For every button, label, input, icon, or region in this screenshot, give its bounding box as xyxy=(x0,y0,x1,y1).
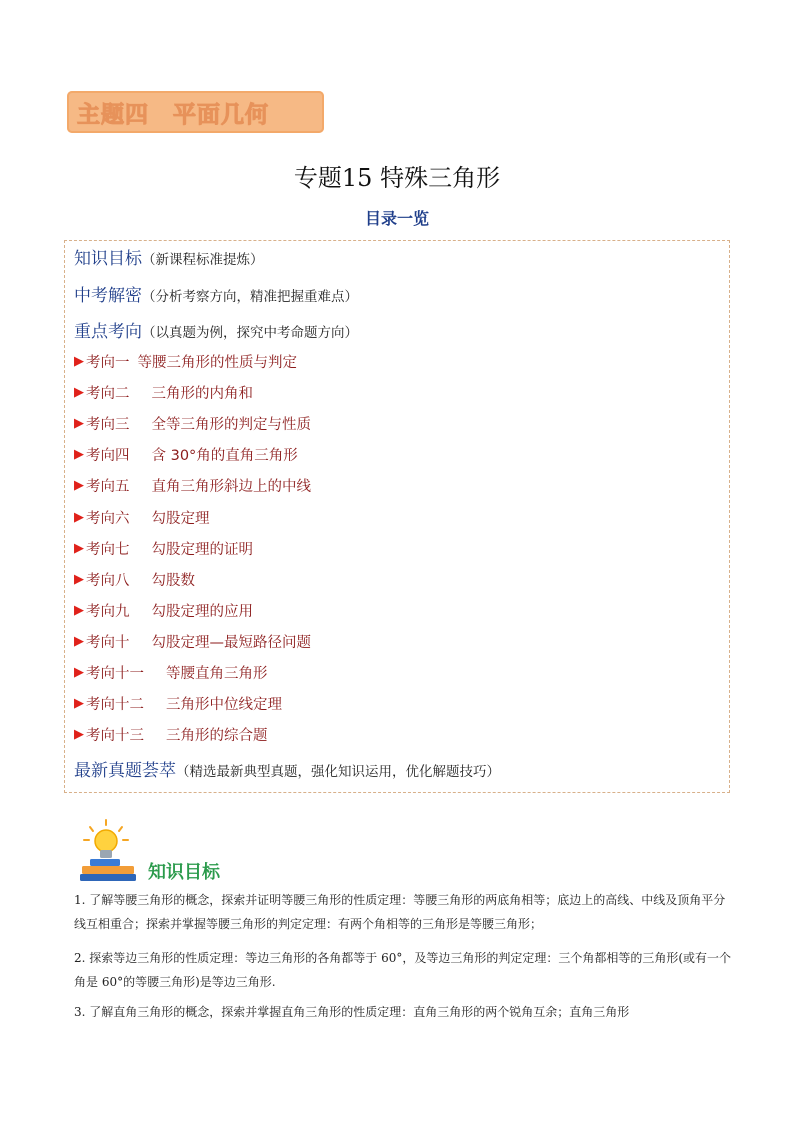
kaoxiang-title: 等腰三角形的性质与判定 xyxy=(137,355,297,371)
kaoxiang-name: 考向九 xyxy=(86,604,130,620)
kaoxiang-name: 考向四 xyxy=(86,448,130,464)
kaoxiang-title: 三角形中位线定理 xyxy=(166,697,282,713)
arrow-icon: ▶ xyxy=(74,603,84,618)
toc-section-kaoxiang[interactable] xyxy=(74,317,358,342)
arrow-icon: ▶ xyxy=(74,572,84,587)
arrow-icon: ▶ xyxy=(74,510,84,525)
arrow-icon: ▶ xyxy=(74,354,84,369)
arrow-icon: ▶ xyxy=(74,416,84,431)
toc-kaoxiang-item[interactable] xyxy=(74,600,253,621)
topic-banner-text: 主题四 平面几何 xyxy=(77,101,269,128)
kaoxiang-name: 考向一 xyxy=(86,355,130,371)
arrow-icon: ▶ xyxy=(74,385,84,400)
kaoxiang-title: 直角三角形斜边上的中线 xyxy=(151,479,311,495)
toc-kaoxiang-item[interactable] xyxy=(74,507,210,528)
toc-kaoxiang-item[interactable] xyxy=(74,382,253,403)
arrow-icon: ▶ xyxy=(74,478,84,493)
kaoxiang-name: 考向十 xyxy=(86,635,130,651)
toc-section-note: （新课程标准提炼） xyxy=(142,252,264,268)
arrow-icon: ▶ xyxy=(74,727,84,742)
kaoxiang-name: 考向六 xyxy=(86,511,130,527)
toc-section-label: 重点考向 xyxy=(74,322,142,342)
toc-kaoxiang-item[interactable] xyxy=(74,724,268,745)
toc-box xyxy=(64,240,730,793)
toc-section-label: 最新真题荟萃 xyxy=(74,761,176,781)
kaoxiang-title: 勾股定理—最短路径问题 xyxy=(151,635,311,651)
kaoxiang-name: 考向十二 xyxy=(86,697,144,713)
kaoxiang-title: 勾股数 xyxy=(151,573,195,589)
toc-kaoxiang-item[interactable] xyxy=(74,569,195,590)
toc-kaoxiang-item[interactable] xyxy=(74,693,282,714)
toc-section-note: （以真题为例，探究中考命题方向） xyxy=(142,325,358,341)
arrow-icon: ▶ xyxy=(74,447,84,462)
kaoxiang-name: 考向十三 xyxy=(86,728,144,744)
kaoxiang-title: 勾股定理的应用 xyxy=(151,604,253,620)
lightbulb-books-icon xyxy=(78,818,142,884)
toc-kaoxiang-item[interactable] xyxy=(74,538,253,559)
kaoxiang-title: 勾股定理的证明 xyxy=(151,542,253,558)
kaoxiang-title: 三角形的内角和 xyxy=(151,386,253,402)
toc-heading: 目录一览 xyxy=(364,209,429,228)
knowledge-paragraph: 2. 探索等边三角形的性质定理：等边三角形的各角都等于 60°，及等边三角形的判定定理：三个角都相等的三角形(或有一个角是 60°的等腰三角形)是等边三角形. xyxy=(74,951,732,989)
kaoxiang-name: 考向三 xyxy=(86,417,130,433)
arrow-icon: ▶ xyxy=(74,634,84,649)
kaoxiang-name: 考向十一 xyxy=(86,666,144,682)
kaoxiang-title: 三角形的综合题 xyxy=(166,728,268,744)
kaoxiang-name: 考向五 xyxy=(86,479,130,495)
arrow-icon: ▶ xyxy=(74,541,84,556)
kaoxiang-name: 考向八 xyxy=(86,573,130,589)
topic-banner xyxy=(67,91,324,133)
toc-section-label: 知识目标 xyxy=(74,249,142,269)
knowledge-paragraph: 3. 了解直角三角形的概念，探索并掌握直角三角形的性质定理：直角三角形的两个锐角互余；直角三角形 xyxy=(74,1005,630,1019)
toc-kaoxiang-item[interactable] xyxy=(74,413,311,434)
kaoxiang-title: 勾股定理 xyxy=(151,511,210,527)
toc-section-label: 中考解密 xyxy=(74,286,142,306)
toc-section-note: （精选最新典型真题，强化知识运用，优化解题技巧） xyxy=(176,764,500,780)
toc-kaoxiang-item[interactable] xyxy=(74,444,298,465)
kaoxiang-title: 含 30°角的直角三角形 xyxy=(151,448,298,464)
toc-kaoxiang-item[interactable] xyxy=(74,631,311,652)
toc-section-note: （分析考察方向，精准把握重难点） xyxy=(142,289,358,305)
knowledge-section-title: 知识目标 xyxy=(148,862,220,883)
knowledge-paragraph: 1. 了解等腰三角形的概念，探索并证明等腰三角形的性质定理：等腰三角形的两底角相等；底边上的高线、中线及顶角平分线互相重合；探索并掌握等腰三角形的判定定理：有两个角相等的三角形是等腰三角形； xyxy=(74,893,726,931)
toc-kaoxiang-item[interactable] xyxy=(74,662,268,683)
toc-section-jiemi[interactable] xyxy=(74,281,358,306)
arrow-icon: ▶ xyxy=(74,665,84,680)
kaoxiang-title: 全等三角形的判定与性质 xyxy=(151,417,311,433)
page-title: 专题15 特殊三角形 xyxy=(293,164,501,192)
toc-section-zhenti[interactable] xyxy=(74,756,500,781)
kaoxiang-name: 考向七 xyxy=(86,542,130,558)
kaoxiang-title: 等腰直角三角形 xyxy=(166,666,268,682)
toc-section-zhishi[interactable] xyxy=(74,244,264,269)
toc-kaoxiang-item[interactable] xyxy=(74,475,311,496)
arrow-icon: ▶ xyxy=(74,696,84,711)
toc-kaoxiang-item[interactable] xyxy=(74,351,297,372)
kaoxiang-name: 考向二 xyxy=(86,386,130,402)
